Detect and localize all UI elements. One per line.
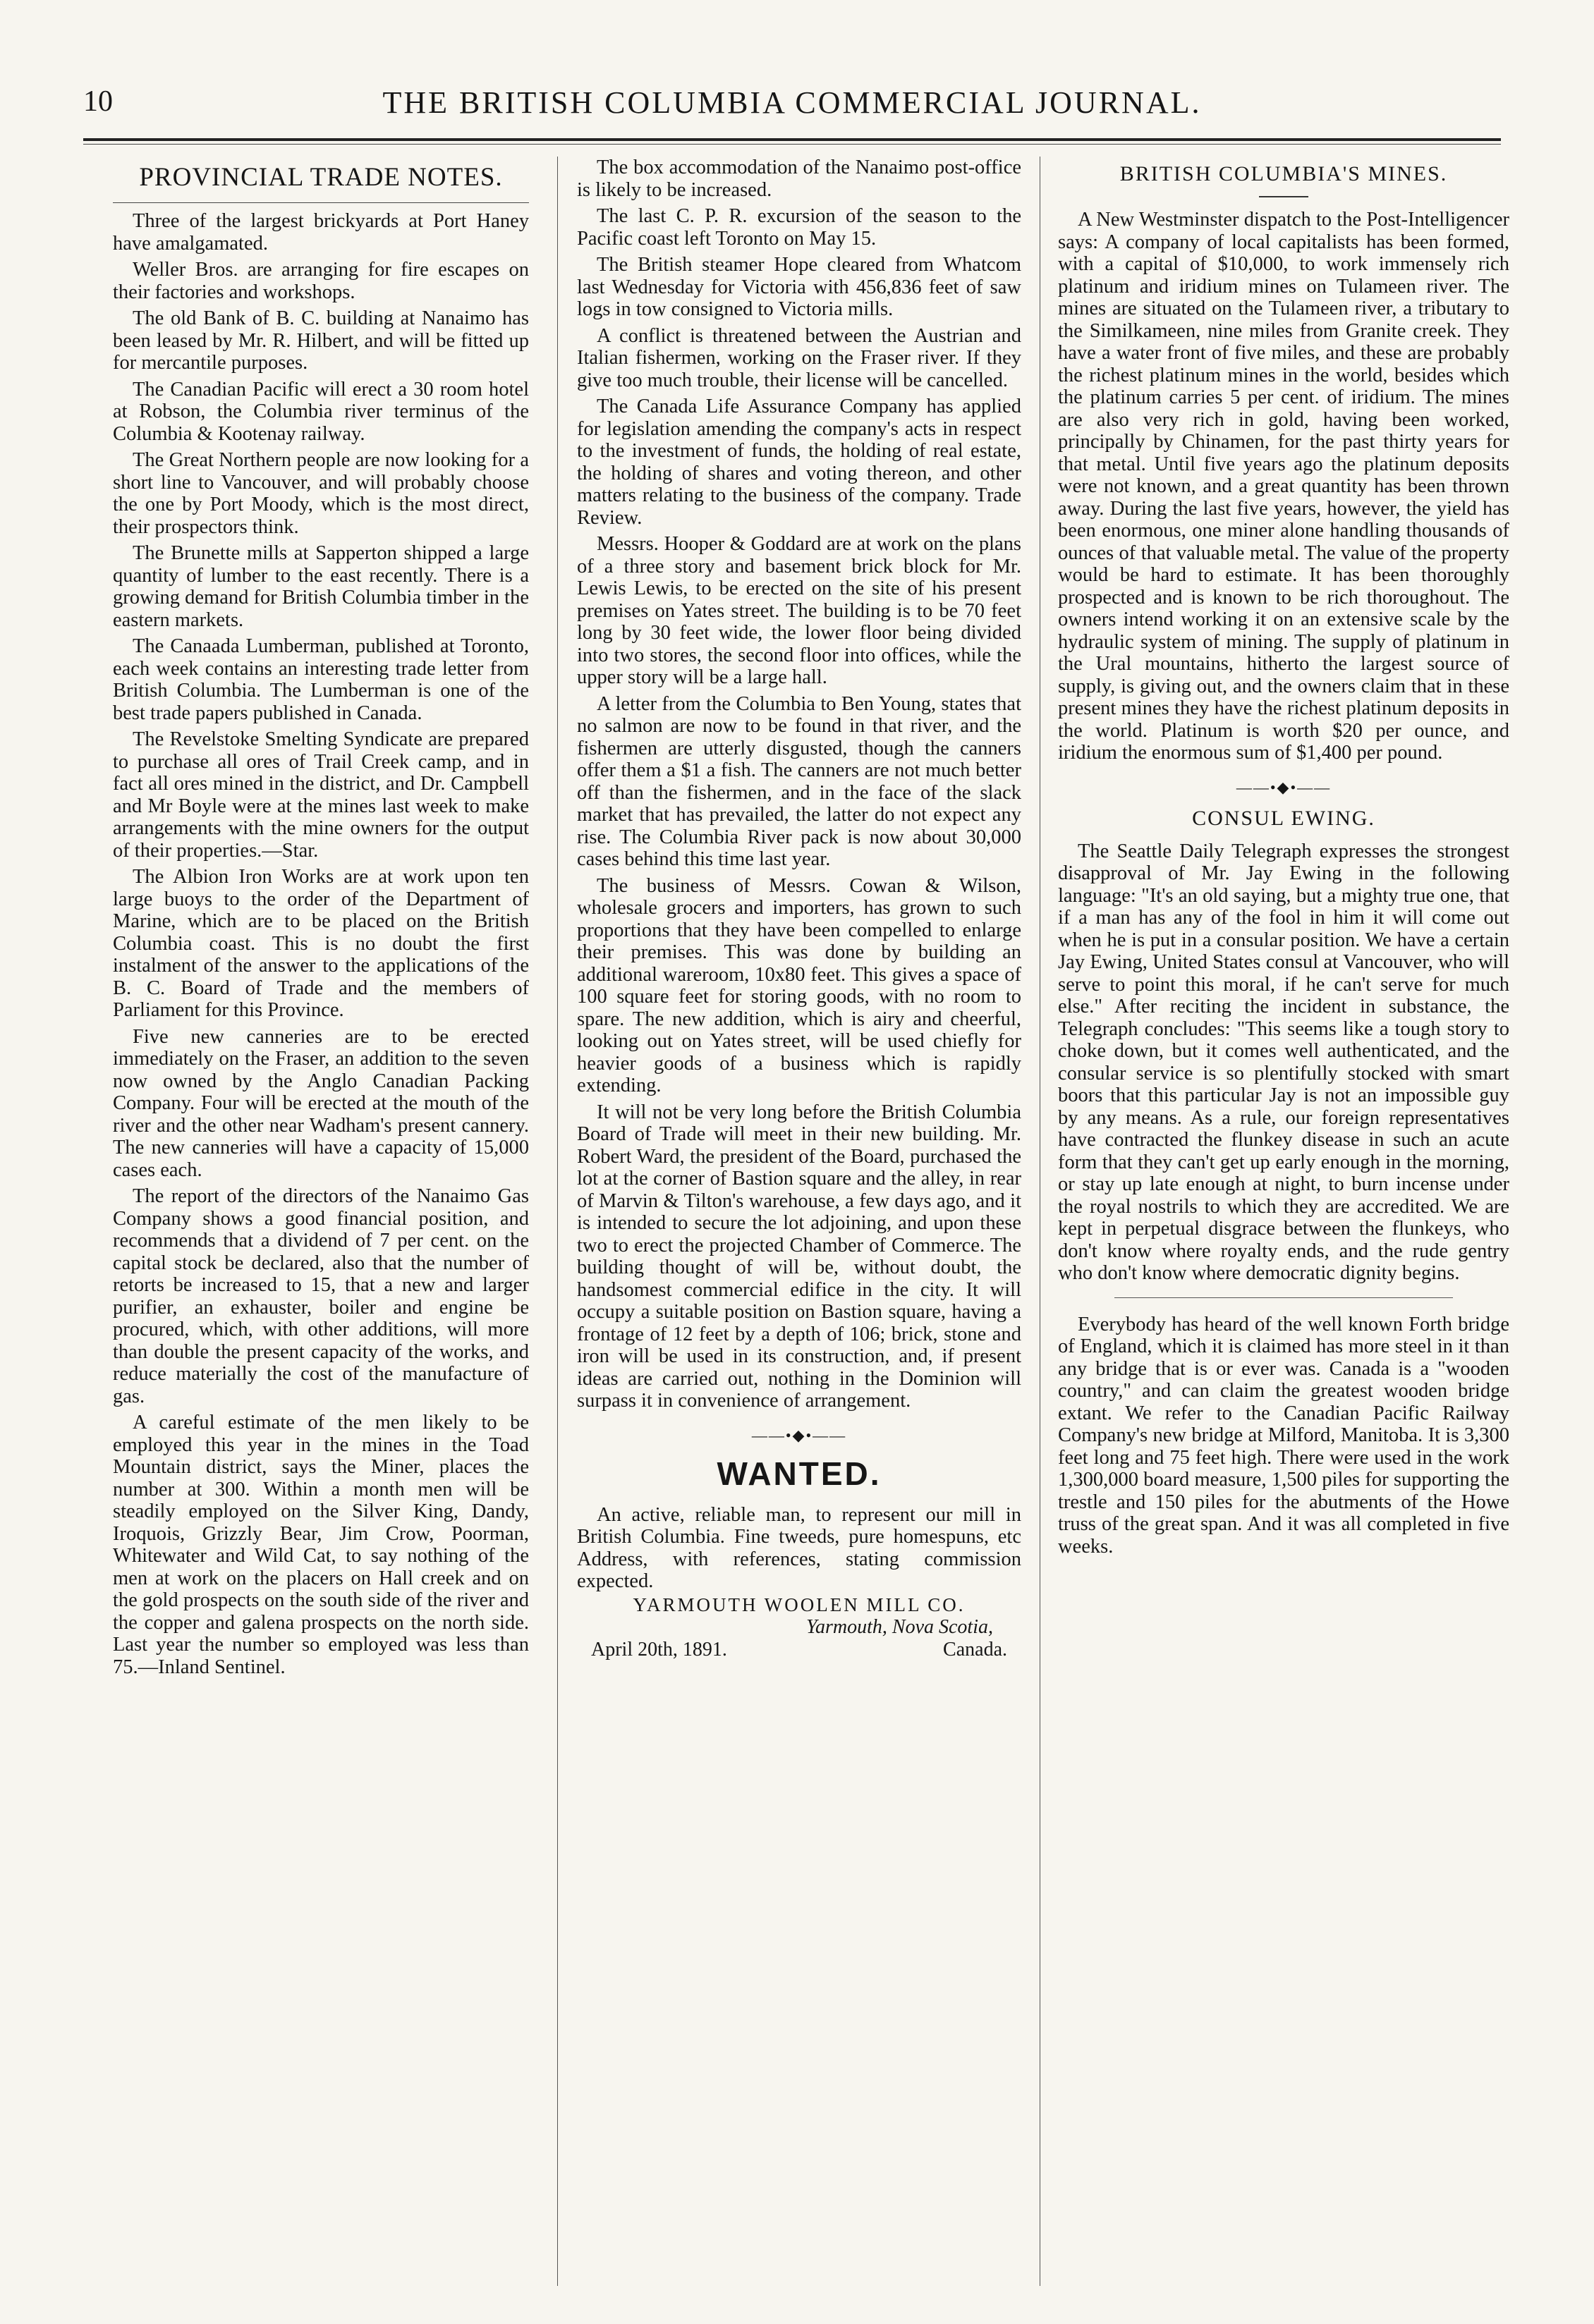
paragraph: The Canada Life Assurance Company has applied for legislation amending the company's acts in respect to the investment of funds, the holding of real estate, the holding of shares and voting thereon, and other matters relating to the business of the company. Trade Review. bbox=[577, 396, 1021, 529]
article-body bbox=[1058, 1314, 1509, 1558]
advert-company: YARMOUTH WOOLEN MILL CO. bbox=[633, 1594, 966, 1615]
paragraph: A New Westminster dispatch to the Post-Intelligencer says: A company of local capitalists has been formed, with a capital of $10,000, to work immensely rich platinum and iridium mines on Tulameen river. The mines are situated on the Tulameen river, a tributary to the Similkameen, nine miles from Granite creek. They have a water front of five miles, and these are probably the richest platinum mines in the world, besides which the platinum carries 5 per cent. of iridium. The mines are also very rich in gold, having been worked, principally by Chinamen, for the past thirty years for that metal. Until five years ago the platinum deposits were not known, and a great quantity has been thrown away. During the last five years, however, the yield has been enormous, one miner alone handling thousands of ounces of that valuable metal. The value of the property would be hard to estimate. It has been thoroughly prospected and is known to be rich thoroughout. The owners intend working it on an extensive scale by the hydraulic system of mining. The supply of platinum in the Ural mountains, hitherto the largest source of supply, is giving out, and the owners claim that in these present mines they have the richest platinum deposits in the world. Platinum is worth $20 per ounce, and iridium the enormous sum of $1,400 per pound. bbox=[1058, 209, 1509, 764]
advert-date: April 20th, 1891. bbox=[591, 1638, 727, 1661]
wanted-advert bbox=[577, 1455, 1021, 1661]
advert-place: Yarmouth, Nova Scotia, bbox=[806, 1615, 993, 1638]
heading-rule bbox=[1259, 196, 1308, 197]
paragraph: It will not be very long before the British Columbia Board of Trade will meet in their new building. Mr. Robert Ward, the president of the Board, purchased the lot at the corner of Bastion square and the alley, in rear of Marvin & Tilton's warehouse, a few days ago, and it is intended to secure the lot adjoining, and upon these two to erect the projected Chamber of Commerce. The building thought of will be, without doubt, the handsomest commercial edifice in the city. It will occupy a suitable position on Bastion square, having a frontage of 12 feet by a depth of 106; brick, stone and iron will be used in its construction, and, if present ideas are carried out, nothing in the Dominion will surpass it in convenience of arrangement. bbox=[577, 1101, 1021, 1412]
advert-date-row bbox=[577, 1639, 1021, 1661]
paragraph: The British steamer Hope cleared from Whatcom last Wednesday for Victoria with 456,836 feet of saw logs in tow consigned to Victoria mills. bbox=[577, 254, 1021, 320]
advert-title: WANTED. bbox=[717, 1455, 882, 1492]
paragraph: A letter from the Columbia to Ben Young, states that no salmon are now to be found in that river, and the fishermen are utterly disgusted, though the canners offer them a $1 a fish. The canners are not much better off than the fishermen, and in the face of the slack market that has prevailed, the latter do not expect any rise. The Columbia River pack is now about 30,000 cases behind this time last year. bbox=[577, 692, 1021, 870]
paragraph: Weller Bros. are arranging for fire escapes on their factories and workshops. bbox=[113, 259, 529, 303]
heading-rule bbox=[113, 202, 529, 203]
journal-title: THE BRITISH COLUMBIA COMMERCIAL JOURNAL. bbox=[382, 85, 1202, 120]
section-heading: PROVINCIAL TRADE NOTES. bbox=[139, 163, 503, 192]
advert-country: Canada. bbox=[943, 1638, 1007, 1661]
paragraph: Five new canneries are to be erected immediately on the Fraser, an addition to the seven now owned by the Anglo Canadian Packing Company. Four will be erected at the mouth of the river and the other near Wadham's present cannery. The new canneries will have a capacity of 15,000 cases each. bbox=[113, 1025, 529, 1181]
paragraph: Three of the largest brickyards at Port Haney have amalgamated. bbox=[113, 210, 529, 255]
page-header bbox=[83, 85, 1501, 134]
ornament-divider: ——•◆•—— bbox=[1236, 778, 1332, 796]
column-provincial-trade-notes bbox=[113, 157, 529, 1682]
paragraph: Messrs. Hooper & Goddard are at work on the plans of a three story and basement brick block for Mr. Lewis Lewis, to be erected on the site of his present premises on Yates street. The building is to be 70 feet long by 30 feet wide, the lower floor being divided into two stores, the second floor into offices, while the upper story will be a large hall. bbox=[577, 533, 1021, 688]
paragraph: The Seattle Daily Telegraph expresses the strongest disapproval of Mr. Jay Ewing in the following language: "It's an old saying, but a mighty true one, that if a man has any of the fool in him it will come out when he is put in a consular position. We have a certain Jay Ewing, United States consul at Vancouver, who will serve to point this moral, if he can't serve for much else." After reciting the incident in substance, the Telegraph concludes: "This seems like a tough story to choke down, but it comes well authenticated, and the consular service is so plentifully stocked with smart boors that this particular Jay is not an impossible guy by any means. As a rule, our foreign representatives have contracted the flunkey disease in such an acute form that they can't get up early enough in the morning, or stay up late enough at night, to burn incense under the royal nostrils to which they are accredited. We are kept in perpetual disgrace between the flunkeys, who don't know where royalty ends, and the rude gentry who don't know where democratic dignity begins. bbox=[1058, 840, 1509, 1284]
paragraph: The Albion Iron Works are at work upon ten large buoys to the order of the Department of Marine, which are to be placed on the British Columbia coast. This is no doubt the first instalment of the answer to the applications of the B. C. Board of Trade and the members of Parliament for this Province. bbox=[113, 866, 529, 1021]
header-rule-thin bbox=[83, 144, 1501, 145]
section-heading: CONSUL EWING. bbox=[1192, 806, 1375, 830]
paragraph: The last C. P. R. excursion of the season to the Pacific coast left Toronto on May 15. bbox=[577, 205, 1021, 250]
page-number: 10 bbox=[83, 85, 113, 118]
column-news-items bbox=[577, 157, 1021, 1661]
paragraph: The business of Messrs. Cowan & Wilson, wholesale grocers and importers, has grown to such proportions that they have been compelled to enlarge their premises. This was done by building an additional wareroom, 10x80 feet. This gives a space of 100 square feet for storing goods, with no room to spare. The new addition, which is airy and cheerful, looking out on Yates street, will be used chiefly for heavier goods of a business which is rapidly extending. bbox=[577, 874, 1021, 1096]
article-body bbox=[1058, 840, 1509, 1285]
paragraph: The Revelstoke Smelting Syndicate are prepared to purchase all ores of Trail Creek camp, and in fact all ores mined in the district, and Dr. Campbell and Mr Boyle were at the mines last week to make arrangements with the mine owners for the output of their properties.—Star. bbox=[113, 728, 529, 862]
paragraph: The Brunette mills at Sapperton shipped a large quantity of lumber to the east recently. There is a growing demand for British Columbia timber in the eastern markets. bbox=[113, 542, 529, 631]
paragraph: A careful estimate of the men likely to be employed this year in the mines in the Toad Mountain district, says the Miner, places the number at 300. Within a month men will be steadily employed on the Silver King, Dandy, Iroquois, Grizzly Bear, Jim Crow, Poorman, Whitewater and Wild Cat, to say nothing of the men at work on the placers on Hall creek and on the gold prospects on the south side of the river and the copper and galena prospects on the north side. Last year the number so employed was less than 75.—Inland Sentinel. bbox=[113, 1412, 529, 1678]
paragraph: The Great Northern people are now looking for a short line to Vancouver, and will probably choose the one by Port Moody, which is the most direct, their prospectors think. bbox=[113, 449, 529, 538]
paragraph: The Canadian Pacific will erect a 30 room hotel at Robson, the Columbia river terminus of the Columbia & Kootenay railway. bbox=[113, 378, 529, 445]
article-body bbox=[113, 210, 529, 1678]
paragraph: Everybody has heard of the well known Forth bridge of England, which it is claimed has more steel in it than any bridge that is or ever was. Canada is a "wooden country," and can claim the greatest wooden bridge extant. We refer to the Canadian Pacific Railway Company's new bridge at Milford, Manitoba. It is 3,300 feet long and 75 feet high. There were used in the work 1,300,000 board measure, 1,500 piles for supporting the trestle and 150 piles for the abutments of the Howe truss of the great span. And it was all completed in five weeks. bbox=[1058, 1313, 1509, 1558]
paragraph: A conflict is threatened between the Austrian and Italian fishermen, working on the Fraser river. If they give too much trouble, their license will be cancelled. bbox=[577, 324, 1021, 391]
section-rule bbox=[1114, 1297, 1453, 1298]
ornament-divider: ——•◆•—— bbox=[751, 1426, 847, 1444]
column-mines-and-consul bbox=[1058, 157, 1509, 1562]
paragraph: The report of the directors of the Nanaimo Gas Company shows a good financial position, and recommends that a dividend of 7 per cent. on the capital stock be declared, also that the number of retorts be increased to 15, that a new and larger purifier, an exhauster, boiler and engine be procured, which, with other additions, will more than double the present capacity of the works, and reduce materially the cost of the manufacture of gas. bbox=[113, 1185, 529, 1407]
paragraph: The Canaada Lumberman, published at Toronto, each week contains an interesting trade letter from British Columbia. The Lumberman is one of the best trade papers published in Canada. bbox=[113, 635, 529, 724]
header-rule bbox=[83, 138, 1501, 141]
advert-body: An active, reliable man, to represent our mill in British Columbia. Fine tweeds, pure homespuns, etc Address, with references, stating commission expected. bbox=[577, 1503, 1021, 1592]
paragraph: The old Bank of B. C. building at Nanaimo has been leased by Mr. R. Hilbert, and will be fitted up for mercantile purposes. bbox=[113, 307, 529, 374]
article-body bbox=[1058, 209, 1509, 764]
article-body bbox=[577, 157, 1021, 1412]
column-divider-1 bbox=[557, 157, 558, 2286]
paragraph: The box accommodation of the Nanaimo post-office is likely to be increased. bbox=[577, 157, 1021, 201]
section-heading: BRITISH COLUMBIA'S MINES. bbox=[1119, 162, 1448, 185]
